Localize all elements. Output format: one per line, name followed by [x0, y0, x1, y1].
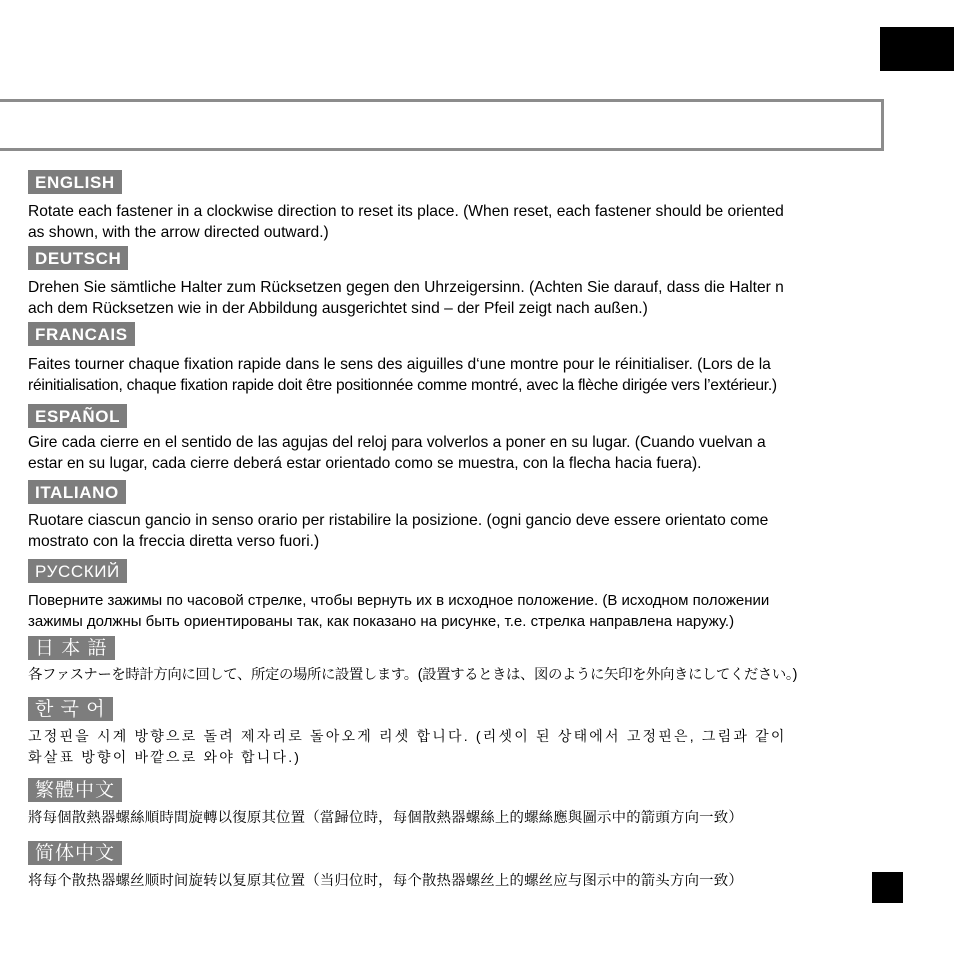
paragraph-english [28, 201, 886, 243]
paragraph-line: mostrato con la freccia diretta verso fuori.) [28, 533, 320, 550]
label-simplified-chinese: 简体中文 [28, 841, 122, 865]
paragraph-line: Rotate each fastener in a clockwise direction to reset its place. (When reset, each fastener should be oriented [28, 203, 784, 220]
paragraph-line: 將每個散熱器螺絲順時間旋轉以復原其位置（當歸位時，每個散熱器螺絲上的螺絲應與圖示中的箭頭方向一致） [28, 810, 743, 826]
label-korean: 한 국 어 [28, 697, 113, 721]
paragraph-francais [28, 354, 886, 396]
paragraph-line: 各ファスナーを時計方向に回して、所定の場所に設置します。(設置するときは、図のように矢印を外向きにしてください。) [28, 667, 798, 683]
label-traditional-chinese: 繁體中文 [28, 778, 122, 802]
paragraph-espanol [28, 432, 886, 474]
label-italiano: ITALIANO [28, 480, 126, 504]
label-russian: РУССКИЙ [28, 559, 127, 583]
paragraph-japanese [28, 665, 886, 686]
paragraph-line: 将每个散热器螺丝顺时间旋转以复原其位置（当归位时，每个散热器螺丝上的螺丝应与图示中的箭头方向一致） [28, 873, 743, 889]
paragraph-russian [28, 590, 886, 632]
paragraph-line: réinitialisation, chaque fixation rapide doit être positionnée comme montré, avec la flèche dirigée vers l’extérieur.) [28, 377, 777, 394]
paragraph-line: Faites tourner chaque fixation rapide dans le sens des aiguilles d‘une montre pour le réinitialiser. (Lors de la [28, 356, 771, 373]
label-francais: FRANCAIS [28, 322, 135, 346]
label-japanese: 日 本 語 [28, 636, 115, 660]
title-frame [0, 99, 884, 151]
paragraph-deutsch [28, 277, 886, 319]
paragraph-line: ach dem Rücksetzen wie in der Abbildung ausgerichtet sind – der Pfeil zeigt nach außen.) [28, 300, 648, 317]
paragraph-line: 화살표 방향이 바깥으로 와야 합니다.) [28, 749, 302, 765]
paragraph-korean [28, 726, 886, 768]
paragraph-line: Drehen Sie sämtliche Halter zum Rücksetzen gegen den Uhrzeigersinn. (Achten Sie darauf, dass die Halter n [28, 279, 784, 296]
corner-tab [880, 27, 954, 71]
label-deutsch: DEUTSCH [28, 246, 128, 270]
paragraph-simplified-chinese [28, 871, 886, 892]
paragraph-line: estar en su lugar, cada cierre deberá estar orientado como se muestra, con la flecha hacia fuera). [28, 455, 702, 472]
paragraph-line: зажимы должны быть ориентированы так, как показано на рисунке, т.е. стрелка направлена наружу.) [28, 613, 735, 630]
paragraph-italiano [28, 510, 886, 552]
paragraph-line: Gire cada cierre en el sentido de las agujas del reloj para volverlos a poner en su lugar. (Cuando vuelvan a [28, 434, 766, 451]
paragraph-traditional-chinese [28, 808, 886, 829]
page-marker [872, 872, 903, 903]
label-english: ENGLISH [28, 170, 122, 194]
paragraph-line: Ruotare ciascun gancio in senso orario per ristabilire la posizione. (ogni gancio deve essere orientato come [28, 512, 769, 529]
label-espanol: ESPAÑOL [28, 404, 127, 428]
paragraph-line: 고정핀을 시계 방향으로 돌려 제자리로 돌아오게 리셋 합니다. (리셋이 된 상태에서 고정핀은, 그림과 같이 [28, 728, 787, 744]
paragraph-line: Поверните зажимы по часовой стрелке, чтобы вернуть их в исходное положение. (В исходном положении [28, 592, 770, 609]
paragraph-line: as shown, with the arrow directed outward.) [28, 224, 329, 241]
